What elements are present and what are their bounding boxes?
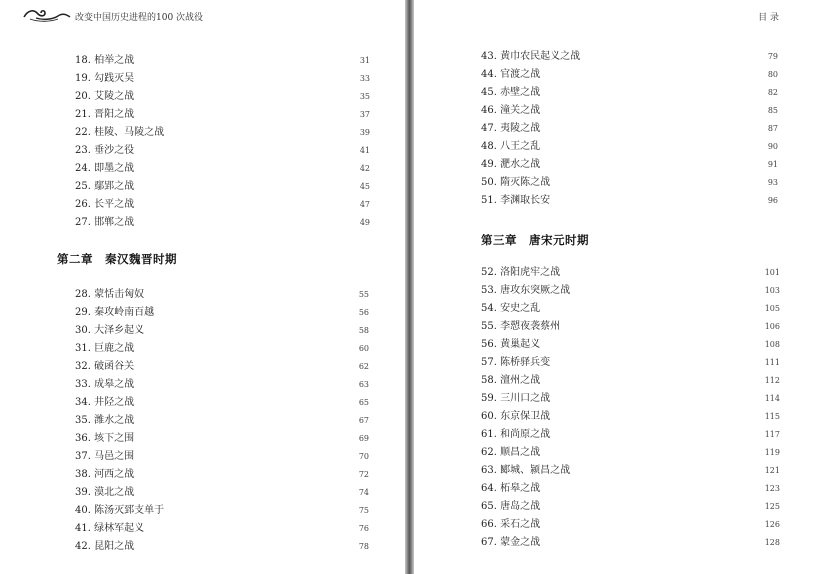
toc-entry [75, 322, 369, 340]
toc-entry [75, 502, 369, 520]
entry-title: 24. 即墨之战 [75, 163, 135, 174]
entry-title: 61. 和尚原之战 [481, 429, 551, 440]
entry-page-number: 91 [767, 160, 778, 169]
entry-title: 41. 绿林军起义 [75, 523, 145, 534]
toc-entry [75, 538, 369, 556]
entry-page-number: 101 [764, 268, 780, 277]
entry-title: 23. 垂沙之役 [75, 145, 135, 156]
toc-entry [481, 426, 780, 444]
entry-title: 32. 破函谷关 [75, 361, 135, 372]
toc-entry [75, 358, 369, 376]
entry-title: 45. 赤壁之战 [481, 87, 541, 98]
entry-page-number: 41 [359, 146, 370, 155]
toc-entry [75, 106, 370, 124]
chapter-heading: 第二章 秦汉魏晋时期 [57, 252, 177, 266]
toc-entry [75, 70, 370, 88]
entry-title: 42. 昆阳之战 [75, 541, 135, 552]
running-head-book-title: 改变中国历史进程的100 次战役 [75, 13, 204, 23]
entry-title: 34. 井陉之战 [75, 397, 135, 408]
entry-page-number: 63 [358, 380, 369, 389]
entry-title: 62. 顺昌之战 [481, 447, 541, 458]
toc-entry [481, 156, 778, 174]
entry-page-number: 65 [358, 398, 369, 407]
toc-entry [481, 390, 780, 408]
entry-title: 28. 蒙恬击匈奴 [75, 289, 145, 300]
entry-page-number: 114 [764, 394, 780, 403]
entry-page-number: 39 [359, 128, 370, 137]
toc-entry [75, 484, 369, 502]
entry-page-number: 78 [358, 542, 369, 551]
entry-title: 55. 李愬夜袭蔡州 [481, 321, 561, 332]
toc-entry [481, 300, 780, 318]
toc-entry [481, 516, 780, 534]
toc-entry [481, 318, 780, 336]
toc-entry [75, 448, 369, 466]
entry-page-number: 105 [764, 304, 780, 313]
entry-title: 67. 蒙金之战 [481, 537, 541, 548]
toc-entry [75, 286, 369, 304]
toc-entry [481, 264, 780, 282]
entry-title: 58. 澶州之战 [481, 375, 541, 386]
toc-entry [481, 462, 780, 480]
toc-entry [75, 520, 369, 538]
entry-title: 36. 垓下之围 [75, 433, 135, 444]
entry-page-number: 112 [764, 376, 780, 385]
toc-entry [481, 336, 780, 354]
entry-title: 25. 鄢郢之战 [75, 181, 135, 192]
entry-page-number: 47 [359, 200, 370, 209]
entry-page-number: 55 [358, 290, 369, 299]
book-gutter [405, 0, 414, 574]
entry-page-number: 33 [359, 74, 370, 83]
entry-page-number: 121 [764, 466, 780, 475]
toc-entry [75, 376, 369, 394]
entry-page-number: 56 [358, 308, 369, 317]
entry-title: 46. 潼关之战 [481, 105, 541, 116]
entry-title: 35. 潍水之战 [75, 415, 135, 426]
entry-page-number: 108 [764, 340, 780, 349]
entry-page-number: 69 [358, 434, 369, 443]
entry-title: 22. 桂陵、马陵之战 [75, 127, 165, 138]
entry-title: 40. 陈汤灭郅支单于 [75, 505, 165, 516]
entry-title: 27. 邯郸之战 [75, 217, 135, 228]
toc-entry [481, 444, 780, 462]
entry-title: 26. 长平之战 [75, 199, 135, 210]
toc-entry [481, 282, 780, 300]
toc-entry [481, 498, 780, 516]
entry-title: 59. 三川口之战 [481, 393, 551, 404]
entry-title: 57. 陈桥驿兵变 [481, 357, 551, 368]
toc-entry [75, 394, 369, 412]
entry-title: 29. 秦攻岭南百越 [75, 307, 155, 318]
entry-title: 66. 采石之战 [481, 519, 541, 530]
toc-entry [481, 120, 778, 138]
chapter-heading: 第三章 唐宋元时期 [481, 233, 589, 247]
toc-entry [481, 84, 778, 102]
entry-title: 53. 唐攻东突厥之战 [481, 285, 571, 296]
entry-page-number: 42 [359, 164, 370, 173]
entry-page-number: 115 [764, 412, 780, 421]
toc-entry [75, 160, 370, 178]
entry-page-number: 87 [767, 124, 778, 133]
entry-page-number: 125 [764, 502, 780, 511]
entry-title: 64. 柘皋之战 [481, 483, 541, 494]
entry-page-number: 103 [764, 286, 780, 295]
entry-page-number: 70 [358, 452, 369, 461]
entry-page-number: 62 [358, 362, 369, 371]
toc-entry [75, 142, 370, 160]
toc-entry [75, 88, 370, 106]
entry-page-number: 35 [359, 92, 370, 101]
entry-page-number: 80 [767, 70, 778, 79]
entry-title: 51. 李渊取长安 [481, 195, 551, 206]
toc-entry [481, 354, 780, 372]
toc-entry [481, 138, 778, 156]
entry-title: 44. 官渡之战 [481, 69, 541, 80]
left-page [0, 0, 405, 574]
toc-entry [481, 408, 780, 426]
entry-title: 60. 东京保卫战 [481, 411, 551, 422]
entry-page-number: 58 [358, 326, 369, 335]
entry-title: 39. 漠北之战 [75, 487, 135, 498]
entry-page-number: 123 [764, 484, 780, 493]
entry-title: 50. 隋灭陈之战 [481, 177, 551, 188]
toc-entry [75, 412, 369, 430]
cloud-ornament-icon [22, 6, 72, 22]
toc-entry [481, 480, 780, 498]
entry-page-number: 90 [767, 142, 778, 151]
entry-title: 18. 柏举之战 [75, 55, 135, 66]
toc-entry [481, 66, 778, 84]
entry-title: 20. 艾陵之战 [75, 91, 135, 102]
entry-page-number: 60 [358, 344, 369, 353]
toc-entry [75, 304, 369, 322]
entry-title: 49. 淝水之战 [481, 159, 541, 170]
entry-title: 63. 郾城、颍昌之战 [481, 465, 571, 476]
toc-entry [75, 52, 370, 70]
entry-page-number: 74 [358, 488, 369, 497]
toc-entry [75, 430, 369, 448]
entry-page-number: 67 [358, 416, 369, 425]
entry-page-number: 119 [764, 448, 780, 457]
entry-page-number: 45 [359, 182, 370, 191]
entry-page-number: 37 [359, 110, 370, 119]
entry-page-number: 117 [764, 430, 780, 439]
entry-page-number: 72 [358, 470, 369, 479]
entry-title: 38. 河西之战 [75, 469, 135, 480]
entry-page-number: 76 [358, 524, 369, 533]
entry-page-number: 49 [359, 218, 370, 227]
toc-entry [75, 178, 370, 196]
entry-page-number: 93 [767, 178, 778, 187]
entry-page-number: 82 [767, 88, 778, 97]
running-head-contents: 目 录 [758, 13, 779, 23]
entry-title: 48. 八王之乱 [481, 141, 541, 152]
entry-title: 30. 大泽乡起义 [75, 325, 145, 336]
toc-entry [481, 192, 778, 210]
entry-page-number: 96 [767, 196, 778, 205]
entry-title: 21. 晋阳之战 [75, 109, 135, 120]
entry-page-number: 128 [764, 538, 780, 547]
entry-title: 43. 黄巾农民起义之战 [481, 51, 581, 62]
entry-title: 33. 成皋之战 [75, 379, 135, 390]
toc-entry [75, 196, 370, 214]
entry-page-number: 126 [764, 520, 780, 529]
entry-page-number: 85 [767, 106, 778, 115]
entry-title: 47. 夷陵之战 [481, 123, 541, 134]
entry-title: 37. 马邑之围 [75, 451, 135, 462]
toc-entry [481, 48, 778, 66]
entry-page-number: 75 [358, 506, 369, 515]
entry-title: 31. 巨鹿之战 [75, 343, 135, 354]
entry-page-number: 31 [359, 56, 370, 65]
toc-entry [75, 214, 370, 232]
entry-title: 19. 勾践灭吴 [75, 73, 135, 84]
toc-entry [481, 174, 778, 192]
entry-title: 54. 安史之乱 [481, 303, 541, 314]
toc-entry [481, 534, 780, 552]
entry-title: 65. 唐岛之战 [481, 501, 541, 512]
right-page [414, 0, 819, 574]
entry-page-number: 79 [767, 52, 778, 61]
entry-title: 56. 黄巢起义 [481, 339, 541, 350]
entry-page-number: 106 [764, 322, 780, 331]
toc-entry [75, 466, 369, 484]
entry-title: 52. 洛阳虎牢之战 [481, 267, 561, 278]
toc-entry [481, 372, 780, 390]
toc-entry [481, 102, 778, 120]
entry-page-number: 111 [764, 358, 780, 367]
toc-entry [75, 124, 370, 142]
toc-entry [75, 340, 369, 358]
